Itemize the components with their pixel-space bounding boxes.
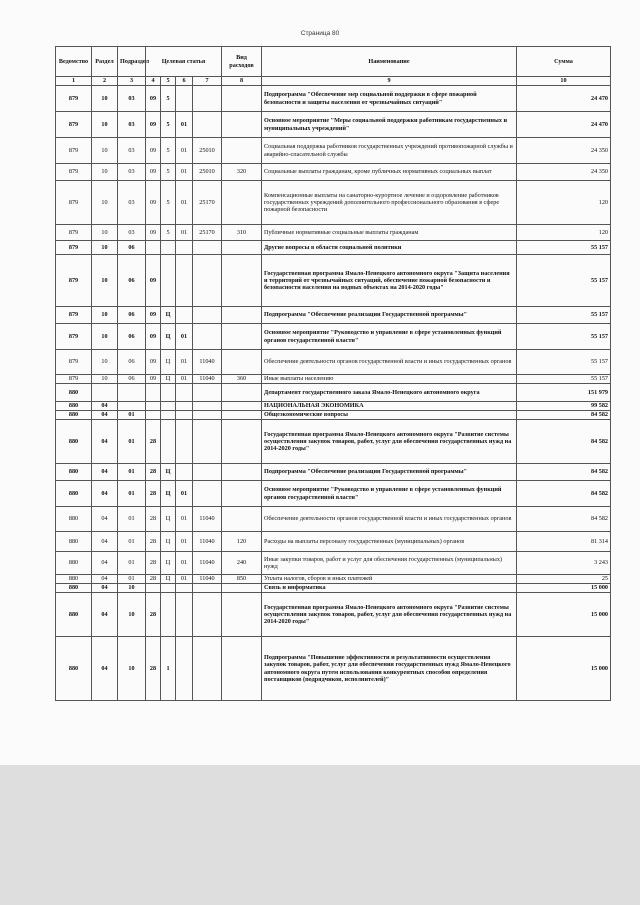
naimenovanie-cell: Подпрограмма "Обеспечение мер социальной поддержки в сфере пожарной безопасности и защиты населения от чрезвычайных ситуаций" bbox=[262, 86, 517, 112]
vid-rashodov-cell: 850 bbox=[222, 575, 262, 584]
summa-cell: 24 470 bbox=[517, 112, 611, 138]
vedomstvo-cell: 880 bbox=[56, 575, 92, 584]
summa-cell: 15 000 bbox=[517, 584, 611, 593]
razdel-cell: 10 bbox=[92, 241, 118, 255]
summa-cell: 25 bbox=[517, 575, 611, 584]
vid-rashodov-cell bbox=[222, 255, 262, 307]
header-razdel: Раздел bbox=[92, 47, 118, 77]
subprogram-cell: 5 bbox=[161, 225, 176, 241]
vid-rashodov-cell bbox=[222, 584, 262, 593]
table-row bbox=[56, 86, 611, 112]
program-cell: 09 bbox=[146, 181, 161, 225]
subprogram-cell: Ц bbox=[161, 375, 176, 384]
razdel-cell: 10 bbox=[92, 164, 118, 181]
activity-cell: 01 bbox=[176, 575, 193, 584]
table-row bbox=[56, 324, 611, 350]
razdel-cell: 04 bbox=[92, 575, 118, 584]
table-row bbox=[56, 225, 611, 241]
naimenovanie-cell: Расходы на выплаты персоналу государственных (муниципальных) органов bbox=[262, 532, 517, 552]
razdel-cell: 04 bbox=[92, 593, 118, 637]
naimenovanie-cell: Общеэкономические вопросы bbox=[262, 411, 517, 420]
summa-cell: 55 157 bbox=[517, 307, 611, 324]
vid-rashodov-cell bbox=[222, 181, 262, 225]
vid-rashodov-cell bbox=[222, 507, 262, 532]
activity-cell bbox=[176, 241, 193, 255]
program-cell: 09 bbox=[146, 225, 161, 241]
naimenovanie-cell: Основное мероприятие "Руководство и управление в сфере установленных функций органов государственной власти" bbox=[262, 481, 517, 507]
podrazdel-cell: 01 bbox=[118, 420, 146, 464]
vedomstvo-cell: 879 bbox=[56, 350, 92, 375]
program-cell: 09 bbox=[146, 255, 161, 307]
table-row bbox=[56, 532, 611, 552]
table-row bbox=[56, 112, 611, 138]
table-row bbox=[56, 584, 611, 593]
vedomstvo-cell: 880 bbox=[56, 411, 92, 420]
direction-cell: 11040 bbox=[193, 507, 222, 532]
table-row bbox=[56, 350, 611, 375]
podrazdel-cell: 03 bbox=[118, 138, 146, 164]
column-number: 2 bbox=[92, 77, 118, 86]
activity-cell bbox=[176, 584, 193, 593]
program-cell: 28 bbox=[146, 481, 161, 507]
vedomstvo-cell: 880 bbox=[56, 584, 92, 593]
razdel-cell: 04 bbox=[92, 552, 118, 575]
vedomstvo-cell: 879 bbox=[56, 164, 92, 181]
activity-cell bbox=[176, 255, 193, 307]
vid-rashodov-cell bbox=[222, 138, 262, 164]
podrazdel-cell: 06 bbox=[118, 307, 146, 324]
vedomstvo-cell: 879 bbox=[56, 324, 92, 350]
subprogram-cell bbox=[161, 255, 176, 307]
vid-rashodov-cell: 310 bbox=[222, 225, 262, 241]
direction-cell bbox=[193, 420, 222, 464]
vid-rashodov-cell: 360 bbox=[222, 375, 262, 384]
direction-cell bbox=[193, 384, 222, 402]
podrazdel-cell: 10 bbox=[118, 637, 146, 701]
naimenovanie-cell: Департамент государственного заказа Ямало-Ненецкого автономного округа bbox=[262, 384, 517, 402]
naimenovanie-cell: Подпрограмма "Обеспечение реализации Государственной программы" bbox=[262, 307, 517, 324]
table-row bbox=[56, 593, 611, 637]
direction-cell bbox=[193, 464, 222, 481]
naimenovanie-cell: Связь и информатика bbox=[262, 584, 517, 593]
subprogram-cell: Ц bbox=[161, 532, 176, 552]
razdel-cell: 04 bbox=[92, 481, 118, 507]
vedomstvo-cell: 879 bbox=[56, 86, 92, 112]
subprogram-cell: 1 bbox=[161, 637, 176, 701]
summa-cell: 55 157 bbox=[517, 255, 611, 307]
podrazdel-cell: 06 bbox=[118, 255, 146, 307]
podrazdel-cell: 06 bbox=[118, 375, 146, 384]
table-row bbox=[56, 507, 611, 532]
table-row bbox=[56, 420, 611, 464]
subprogram-cell bbox=[161, 241, 176, 255]
vedomstvo-cell: 880 bbox=[56, 532, 92, 552]
vid-rashodov-cell bbox=[222, 402, 262, 411]
summa-cell: 3 243 bbox=[517, 552, 611, 575]
vedomstvo-cell: 880 bbox=[56, 481, 92, 507]
summa-cell: 55 157 bbox=[517, 350, 611, 375]
vedomstvo-cell: 879 bbox=[56, 375, 92, 384]
summa-cell: 24 350 bbox=[517, 164, 611, 181]
column-number: 7 bbox=[193, 77, 222, 86]
podrazdel-cell bbox=[118, 384, 146, 402]
direction-cell bbox=[193, 637, 222, 701]
vid-rashodov-cell bbox=[222, 86, 262, 112]
direction-cell bbox=[193, 86, 222, 112]
vid-rashodov-cell bbox=[222, 384, 262, 402]
column-number: 8 bbox=[222, 77, 262, 86]
razdel-cell: 04 bbox=[92, 420, 118, 464]
vedomstvo-cell: 879 bbox=[56, 112, 92, 138]
header-vedomstvo: Ведомство bbox=[56, 47, 92, 77]
summa-cell: 15 000 bbox=[517, 637, 611, 701]
summa-cell: 99 582 bbox=[517, 402, 611, 411]
vedomstvo-cell: 879 bbox=[56, 307, 92, 324]
program-cell bbox=[146, 402, 161, 411]
program-cell: 09 bbox=[146, 350, 161, 375]
direction-cell bbox=[193, 241, 222, 255]
razdel-cell: 10 bbox=[92, 350, 118, 375]
summa-cell: 55 157 bbox=[517, 324, 611, 350]
direction-cell bbox=[193, 402, 222, 411]
naimenovanie-cell: Государственная программа Ямало-Ненецкого автономного округа "Развитие системы осуществления закупок товаров, работ, услуг для обеспечения государственных нужд на 2014-2020 годы" bbox=[262, 420, 517, 464]
razdel-cell: 04 bbox=[92, 411, 118, 420]
header-summa: Сумма bbox=[517, 47, 611, 77]
direction-cell: 25010 bbox=[193, 138, 222, 164]
program-cell: 28 bbox=[146, 575, 161, 584]
direction-cell bbox=[193, 112, 222, 138]
naimenovanie-cell: Государственная программа Ямало-Ненецкого автономного округа "Развитие системы осуществления закупок товаров, работ, услуг для обеспечения государственных нужд на 2014-2020 годы" bbox=[262, 593, 517, 637]
activity-cell bbox=[176, 411, 193, 420]
summa-cell: 55 157 bbox=[517, 241, 611, 255]
table-row bbox=[56, 307, 611, 324]
column-number: 10 bbox=[517, 77, 611, 86]
vid-rashodov-cell bbox=[222, 411, 262, 420]
program-cell bbox=[146, 411, 161, 420]
table-row bbox=[56, 255, 611, 307]
vedomstvo-cell: 879 bbox=[56, 225, 92, 241]
vid-rashodov-cell bbox=[222, 324, 262, 350]
table-row bbox=[56, 464, 611, 481]
activity-cell: 01 bbox=[176, 481, 193, 507]
razdel-cell: 10 bbox=[92, 138, 118, 164]
subprogram-cell: 5 bbox=[161, 138, 176, 164]
direction-cell bbox=[193, 255, 222, 307]
budget-table bbox=[55, 46, 611, 701]
subprogram-cell: Ц bbox=[161, 507, 176, 532]
vedomstvo-cell: 880 bbox=[56, 420, 92, 464]
subprogram-cell: 5 bbox=[161, 164, 176, 181]
program-cell: 09 bbox=[146, 86, 161, 112]
razdel-cell: 04 bbox=[92, 637, 118, 701]
program-cell: 09 bbox=[146, 375, 161, 384]
table-row bbox=[56, 164, 611, 181]
razdel-cell: 10 bbox=[92, 86, 118, 112]
program-cell: 28 bbox=[146, 464, 161, 481]
razdel-cell: 04 bbox=[92, 532, 118, 552]
program-cell: 28 bbox=[146, 420, 161, 464]
program-cell: 28 bbox=[146, 593, 161, 637]
activity-cell: 01 bbox=[176, 375, 193, 384]
program-cell: 09 bbox=[146, 112, 161, 138]
podrazdel-cell bbox=[118, 402, 146, 411]
podrazdel-cell: 03 bbox=[118, 112, 146, 138]
vedomstvo-cell: 880 bbox=[56, 593, 92, 637]
summa-cell: 120 bbox=[517, 225, 611, 241]
header-row bbox=[56, 47, 611, 77]
naimenovanie-cell: Компенсационные выплаты на санаторно-курортное лечение и оздоровление работников государственных учреждений дополнительного профессионального образования в сфере пожарной безопасности bbox=[262, 181, 517, 225]
subprogram-cell: Ц bbox=[161, 481, 176, 507]
vid-rashodov-cell bbox=[222, 593, 262, 637]
table-row bbox=[56, 481, 611, 507]
naimenovanie-cell: Обеспечение деятельности органов государственной власти и иных государственных органов bbox=[262, 507, 517, 532]
direction-cell bbox=[193, 411, 222, 420]
direction-cell: 11040 bbox=[193, 552, 222, 575]
activity-cell: 01 bbox=[176, 507, 193, 532]
vid-rashodov-cell bbox=[222, 112, 262, 138]
summa-cell: 151 979 bbox=[517, 384, 611, 402]
podrazdel-cell: 03 bbox=[118, 164, 146, 181]
direction-cell: 11040 bbox=[193, 375, 222, 384]
header-naimenovanie: Наименование bbox=[262, 47, 517, 77]
activity-cell: 01 bbox=[176, 225, 193, 241]
activity-cell: 01 bbox=[176, 324, 193, 350]
summa-cell: 120 bbox=[517, 181, 611, 225]
program-cell bbox=[146, 384, 161, 402]
naimenovanie-cell: Подпрограмма "Обеспечение реализации Государственной программы" bbox=[262, 464, 517, 481]
table-row bbox=[56, 241, 611, 255]
summa-cell: 55 157 bbox=[517, 375, 611, 384]
table-row bbox=[56, 575, 611, 584]
vedomstvo-cell: 880 bbox=[56, 384, 92, 402]
subprogram-cell: Ц bbox=[161, 307, 176, 324]
podrazdel-cell: 01 bbox=[118, 552, 146, 575]
razdel-cell: 10 bbox=[92, 225, 118, 241]
subprogram-cell bbox=[161, 584, 176, 593]
program-cell: 09 bbox=[146, 324, 161, 350]
direction-cell bbox=[193, 481, 222, 507]
activity-cell: 01 bbox=[176, 350, 193, 375]
table-row bbox=[56, 637, 611, 701]
subprogram-cell: 5 bbox=[161, 86, 176, 112]
naimenovanie-cell: Основное мероприятие "Меры социальной поддержки работникам государственных и муниципальных учреждений" bbox=[262, 112, 517, 138]
summa-cell: 84 582 bbox=[517, 420, 611, 464]
podrazdel-cell: 03 bbox=[118, 225, 146, 241]
page-number: Страница 80 bbox=[300, 30, 340, 37]
razdel-cell: 04 bbox=[92, 464, 118, 481]
header-vid-rashodov: Вид расходов bbox=[222, 47, 262, 77]
podrazdel-cell: 10 bbox=[118, 584, 146, 593]
activity-cell bbox=[176, 307, 193, 324]
vid-rashodov-cell bbox=[222, 350, 262, 375]
table-row bbox=[56, 411, 611, 420]
table-row bbox=[56, 552, 611, 575]
naimenovanie-cell: Иные закупки товаров, работ и услуг для обеспечения государственных (муниципальных) нужд bbox=[262, 552, 517, 575]
vedomstvo-cell: 880 bbox=[56, 637, 92, 701]
vid-rashodov-cell bbox=[222, 481, 262, 507]
table-row bbox=[56, 138, 611, 164]
subprogram-cell: 5 bbox=[161, 112, 176, 138]
summa-cell: 84 582 bbox=[517, 464, 611, 481]
direction-cell bbox=[193, 324, 222, 350]
podrazdel-cell: 01 bbox=[118, 481, 146, 507]
activity-cell bbox=[176, 402, 193, 411]
podrazdel-cell: 06 bbox=[118, 241, 146, 255]
direction-cell bbox=[193, 307, 222, 324]
naimenovanie-cell: Основное мероприятие "Руководство и управление в сфере установленных функций органов государственной власти" bbox=[262, 324, 517, 350]
program-cell: 28 bbox=[146, 637, 161, 701]
table-row bbox=[56, 375, 611, 384]
direction-cell: 11040 bbox=[193, 575, 222, 584]
vid-rashodov-cell bbox=[222, 420, 262, 464]
vedomstvo-cell: 879 bbox=[56, 255, 92, 307]
subprogram-cell bbox=[161, 411, 176, 420]
naimenovanie-cell: НАЦИОНАЛЬНАЯ ЭКОНОМИКА bbox=[262, 402, 517, 411]
vid-rashodov-cell bbox=[222, 241, 262, 255]
activity-cell bbox=[176, 420, 193, 464]
summa-cell: 24 350 bbox=[517, 138, 611, 164]
subprogram-cell: Ц bbox=[161, 324, 176, 350]
razdel-cell: 10 bbox=[92, 307, 118, 324]
summa-cell: 84 582 bbox=[517, 411, 611, 420]
podrazdel-cell: 03 bbox=[118, 86, 146, 112]
razdel-cell: 04 bbox=[92, 402, 118, 411]
naimenovanie-cell: Социальная поддержка работников государственных учреждений противопожарной службы и аварийно-спасательной службы bbox=[262, 138, 517, 164]
activity-cell: 01 bbox=[176, 181, 193, 225]
vid-rashodov-cell: 120 bbox=[222, 532, 262, 552]
subprogram-cell: Ц bbox=[161, 464, 176, 481]
vid-rashodov-cell bbox=[222, 637, 262, 701]
table-row bbox=[56, 384, 611, 402]
vedomstvo-cell: 880 bbox=[56, 507, 92, 532]
subprogram-cell: Ц bbox=[161, 350, 176, 375]
column-number: 5 bbox=[161, 77, 176, 86]
podrazdel-cell: 06 bbox=[118, 324, 146, 350]
subprogram-cell bbox=[161, 384, 176, 402]
direction-cell: 11040 bbox=[193, 350, 222, 375]
header-celevaya-statya: Целевая статья bbox=[146, 47, 222, 77]
podrazdel-cell: 01 bbox=[118, 532, 146, 552]
vid-rashodov-cell bbox=[222, 464, 262, 481]
direction-cell: 25170 bbox=[193, 225, 222, 241]
activity-cell: 01 bbox=[176, 532, 193, 552]
podrazdel-cell: 01 bbox=[118, 575, 146, 584]
column-number: 3 bbox=[118, 77, 146, 86]
activity-cell bbox=[176, 464, 193, 481]
activity-cell bbox=[176, 637, 193, 701]
activity-cell bbox=[176, 86, 193, 112]
naimenovanie-cell: Государственная программа Ямало-Ненецкого автономного округа "Защита населения и территорий от чрезвычайных ситуаций, обеспечение пожарной безопасности и безопасности населения на водных объектах на 2014-2020 годы" bbox=[262, 255, 517, 307]
razdel-cell bbox=[92, 384, 118, 402]
program-cell: 28 bbox=[146, 552, 161, 575]
summa-cell: 81 314 bbox=[517, 532, 611, 552]
vedomstvo-cell: 880 bbox=[56, 402, 92, 411]
podrazdel-cell: 01 bbox=[118, 507, 146, 532]
vedomstvo-cell: 880 bbox=[56, 552, 92, 575]
program-cell: 09 bbox=[146, 307, 161, 324]
naimenovanie-cell: Социальные выплаты гражданам, кроме публичных нормативных социальных выплат bbox=[262, 164, 517, 181]
subprogram-cell: Ц bbox=[161, 575, 176, 584]
activity-cell: 01 bbox=[176, 112, 193, 138]
vedomstvo-cell: 879 bbox=[56, 241, 92, 255]
vedomstvo-cell: 879 bbox=[56, 138, 92, 164]
summa-cell: 84 582 bbox=[517, 507, 611, 532]
subprogram-cell bbox=[161, 402, 176, 411]
column-number: 9 bbox=[262, 77, 517, 86]
summa-cell: 15 000 bbox=[517, 593, 611, 637]
subprogram-cell: Ц bbox=[161, 552, 176, 575]
naimenovanie-cell: Уплата налогов, сборов и иных платежей bbox=[262, 575, 517, 584]
podrazdel-cell: 01 bbox=[118, 464, 146, 481]
razdel-cell: 10 bbox=[92, 181, 118, 225]
activity-cell: 01 bbox=[176, 138, 193, 164]
direction-cell: 11040 bbox=[193, 532, 222, 552]
razdel-cell: 10 bbox=[92, 375, 118, 384]
program-cell: 28 bbox=[146, 532, 161, 552]
naimenovanie-cell: Подпрограмма "Повышение эффективности и результативности осуществления закупок товаров, работ, услуг для обеспечения государственных нужд Ямало-Ненецкого автономного округа путем использования конкурентных способов определения поставщиков (подрядчиков, исполнителей)" bbox=[262, 637, 517, 701]
naimenovanie-cell: Публичные нормативные социальные выплаты гражданам bbox=[262, 225, 517, 241]
naimenovanie-cell: Обеспечение деятельности органов государственной власти и иных государственных органов bbox=[262, 350, 517, 375]
razdel-cell: 04 bbox=[92, 584, 118, 593]
program-cell: 28 bbox=[146, 507, 161, 532]
direction-cell: 25170 bbox=[193, 181, 222, 225]
direction-cell bbox=[193, 584, 222, 593]
razdel-cell: 10 bbox=[92, 324, 118, 350]
vedomstvo-cell: 879 bbox=[56, 181, 92, 225]
podrazdel-cell: 10 bbox=[118, 593, 146, 637]
column-number-row bbox=[56, 77, 611, 86]
vid-rashodov-cell bbox=[222, 307, 262, 324]
podrazdel-cell: 01 bbox=[118, 411, 146, 420]
direction-cell: 25010 bbox=[193, 164, 222, 181]
program-cell bbox=[146, 241, 161, 255]
table-row bbox=[56, 181, 611, 225]
subprogram-cell bbox=[161, 420, 176, 464]
activity-cell: 01 bbox=[176, 552, 193, 575]
podrazdel-cell: 06 bbox=[118, 350, 146, 375]
table-row bbox=[56, 402, 611, 411]
vid-rashodov-cell: 240 bbox=[222, 552, 262, 575]
column-number: 6 bbox=[176, 77, 193, 86]
program-cell: 09 bbox=[146, 138, 161, 164]
activity-cell bbox=[176, 384, 193, 402]
column-number: 1 bbox=[56, 77, 92, 86]
header-podrazdel: Подраздел bbox=[118, 47, 146, 77]
razdel-cell: 10 bbox=[92, 255, 118, 307]
naimenovanie-cell: Другие вопросы в области социальной политики bbox=[262, 241, 517, 255]
summa-cell: 24 470 bbox=[517, 86, 611, 112]
direction-cell bbox=[193, 593, 222, 637]
vid-rashodov-cell: 320 bbox=[222, 164, 262, 181]
subprogram-cell: 5 bbox=[161, 181, 176, 225]
summa-cell: 84 582 bbox=[517, 481, 611, 507]
subprogram-cell bbox=[161, 593, 176, 637]
podrazdel-cell: 03 bbox=[118, 181, 146, 225]
activity-cell: 01 bbox=[176, 164, 193, 181]
naimenovanie-cell: Иные выплаты населению bbox=[262, 375, 517, 384]
razdel-cell: 04 bbox=[92, 507, 118, 532]
column-number: 4 bbox=[146, 77, 161, 86]
vedomstvo-cell: 880 bbox=[56, 464, 92, 481]
table-body bbox=[56, 77, 611, 701]
program-cell: 09 bbox=[146, 164, 161, 181]
program-cell bbox=[146, 584, 161, 593]
activity-cell bbox=[176, 593, 193, 637]
razdel-cell: 10 bbox=[92, 112, 118, 138]
